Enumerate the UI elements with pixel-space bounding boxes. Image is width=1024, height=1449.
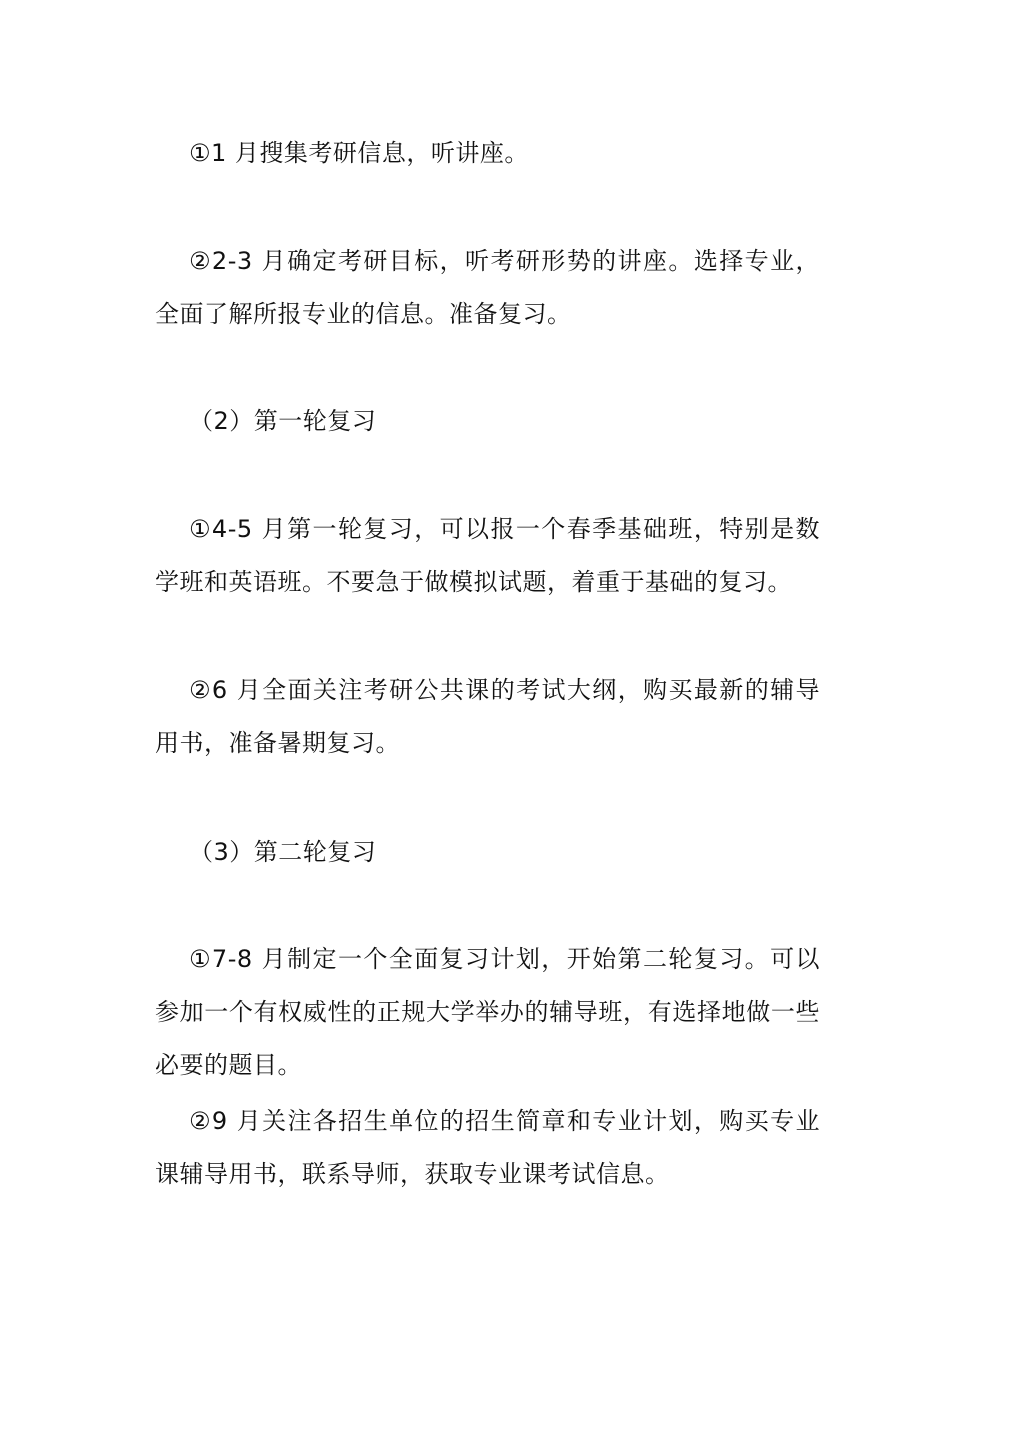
- paragraph-july-august: ①7-8 月制定一个全面复习计划，开始第二轮复习。可以参加一个有权威性的正规大学举办的辅导班，有选择地做一些必要的题目。: [155, 945, 820, 1079]
- paragraph-april-may: ①4-5 月第一轮复习，可以报一个春季基础班，特别是数学班和英语班。不要急于做模拟试题，着重于基础的复习。: [155, 515, 820, 596]
- section-heading-second-round: （3）第二轮复习: [189, 838, 377, 866]
- paragraph-september: ②9 月关注各招生单位的招生简章和专业计划，购买专业课辅导用书，联系导师，获取专业课考试信息。: [155, 1107, 820, 1188]
- paragraph-feb-march: ②2-3 月确定考研目标，听考研形势的讲座。选择专业，全面了解所报专业的信息。准备复习。: [155, 247, 820, 328]
- section-heading-first-round: （2）第一轮复习: [189, 407, 377, 435]
- paragraph-january: ①1 月搜集考研信息，听讲座。: [189, 139, 529, 167]
- paragraph-june: ②6 月全面关注考研公共课的考试大纲，购买最新的辅导用书，准备暑期复习。: [155, 676, 820, 757]
